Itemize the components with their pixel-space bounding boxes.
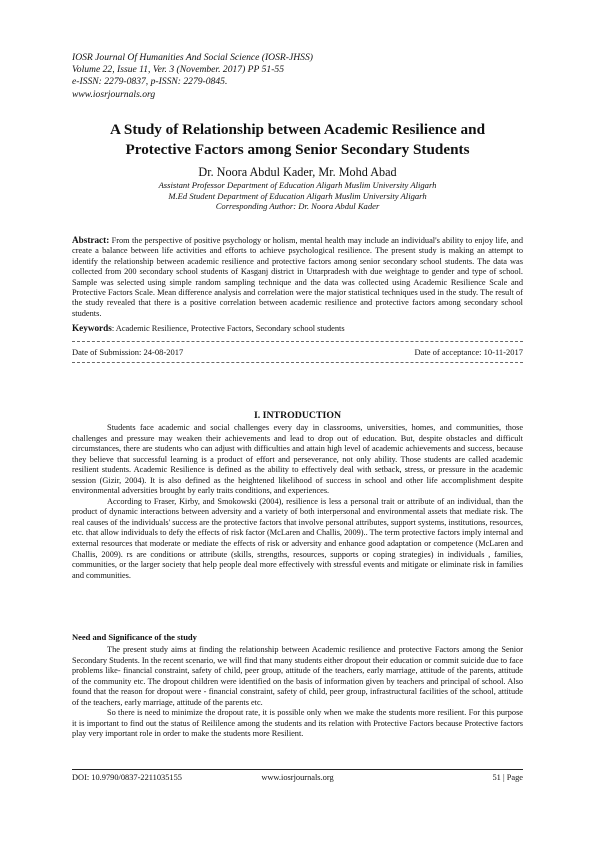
intro-paragraph-2: According to Fraser, Kirby, and Smokowski (2004), resilience is less a personal trait or attribute of an individual, than the product of dynamic interactions between adversity and a variety of both interpersonal and environmental assets that mediate risk. The real causes of the individuals' success are the protective factors that involve personal attributes, support systems, institutions, resources, etc. that allow individuals to defy the effects of risk factor (McLaren and Challis, 2009).. The term protective factors imply internal and external resources that moderate or mediate the effects of risk or adversity and enhance good adaptation or competence (McLaren and Challis, 2009). rs are conditions or attribute (skills, strengths, resources, supports or coping strategies) in individuals , families, communities, or the larger society that help people deal more effectively with stressful events and mitigate or eliminate risk in families and communities.: [72, 496, 523, 580]
subheading-need: Need and Significance of the study: [72, 632, 197, 642]
title-line-2: Protective Factors among Senior Secondary Students: [125, 141, 470, 158]
divider-bottom: [72, 362, 523, 363]
abstract-label: Abstract:: [72, 235, 110, 245]
affiliation-2: M.Ed Student Department of Education Aligarh Muslim University Aligarh: [168, 190, 427, 201]
divider-top: [72, 341, 523, 342]
abstract: [72, 235, 523, 319]
page-number: 51 | Page: [492, 773, 523, 782]
paper-title: [60, 120, 535, 160]
need-paragraph-1: The present study aims at finding the relationship between Academic resilience and protective Factors among the Senior Secondary Students. In the recent scenario, we will find that many students either dropout their education or commit suicide due to face problems like- financial constraint, safety of child, peer group, attitude of the teachers, early marriage, attitude of the parents, attitude of the community etc. The dropout children were identified on the basis of information given by teachers and principal of school. Also found that the reason for dropout were - financial constraint, safety of child, peer group, infrastructural facilities of the school, attitude of the teachers, early marriage, attitude of the parents etc.: [72, 645, 523, 707]
keywords-text: : Academic Resilience, Protective Factors, Secondary school students: [111, 324, 345, 333]
footer-website: www.iosrjournals.org: [261, 773, 334, 782]
abstract-text: From the perspective of positive psychology or holism, mental health may include an individual's ability to enjoy life, and create a balance between life activities and efforts to achieve psychological resilience. The present study is making an attempt to identify the relationship between academic resilience and protective factors among senior secondary school students. The data was collected from 200 secondary school students of Kasganj district in Uttarpradesh with due weightage to gender and type of school. Sample was selected using simple random sampling technique and the data was collected using Academic Resilience Scale and Protective Factors Scale. Mean difference analysis and correlation were the major statistical techniques used in the study. The result of the study revealed that there is a positive correlation between academic resilience and protective factors among secondary school students.: [72, 236, 523, 318]
section-heading-introduction: I. INTRODUCTION: [253, 410, 342, 421]
journal-website: www.iosrjournals.org: [72, 88, 156, 100]
affiliations: [60, 180, 535, 212]
introduction-body: [72, 423, 523, 581]
keywords-label: Keywords: [72, 323, 112, 333]
affiliation-1: Assistant Professor Department of Education Aligarh Muslim University Aligarh: [158, 180, 437, 190]
footer-doi: DOI: 10.9790/0837-2211035155: [72, 773, 182, 782]
journal-name: IOSR Journal Of Humanities And Social Science (IOSR-JHSS): [72, 52, 313, 63]
submission-dates: [72, 347, 523, 357]
journal-header: [72, 52, 313, 101]
need-body: [72, 645, 523, 740]
corresponding-author: Corresponding Author: Dr. Noora Abdul Kader: [215, 201, 380, 212]
footer-divider: [72, 769, 523, 770]
need-paragraph-2: So there is need to minimize the dropout rate, it is possible only when we make the students more resilient. For this purpose it is important to find out the status of Reililence among the students and its relation with Protective Factors because Protective factors play very important role in order to make the students more Resilient.: [72, 708, 523, 739]
acceptance-date: Date of acceptance: 10-11-2017: [414, 347, 523, 357]
title-line-1: A Study of Relationship between Academic Resilience and: [109, 121, 486, 138]
journal-volume: Volume 22, Issue 11, Ver. 3 (November. 2017) PP 51-55: [72, 64, 285, 76]
submission-date: Date of Submission: 24-08-2017: [72, 347, 184, 357]
intro-paragraph-1: Students face academic and social challenges every day in classrooms, universities, homes, and communities, those challenges and pressure may weaken their achievements and lead to drop out of education. But, despite obstacles and difficult circumstances, there are students who can adjust with difficulties and attain high level of academic achievements and success, because they believe that successful learning is a product of effort and perseverance, not only ability. Those students are called academic resilient students. Academic Resilience is defined as the ability to effectively deal with setback, stress, or pressure in the academic session (Gizir, 2004). It is also defined as the heightened likelihood of success in school and other life accomplishment despite environmental adversities brought by early traits conditions, and experiences.: [72, 423, 523, 496]
keywords: [72, 323, 523, 333]
author-names: Dr. Noora Abdul Kader, Mr. Mohd Abad: [198, 165, 397, 179]
journal-issn: e-ISSN: 2279-0837, p-ISSN: 2279-0845.: [72, 76, 228, 88]
